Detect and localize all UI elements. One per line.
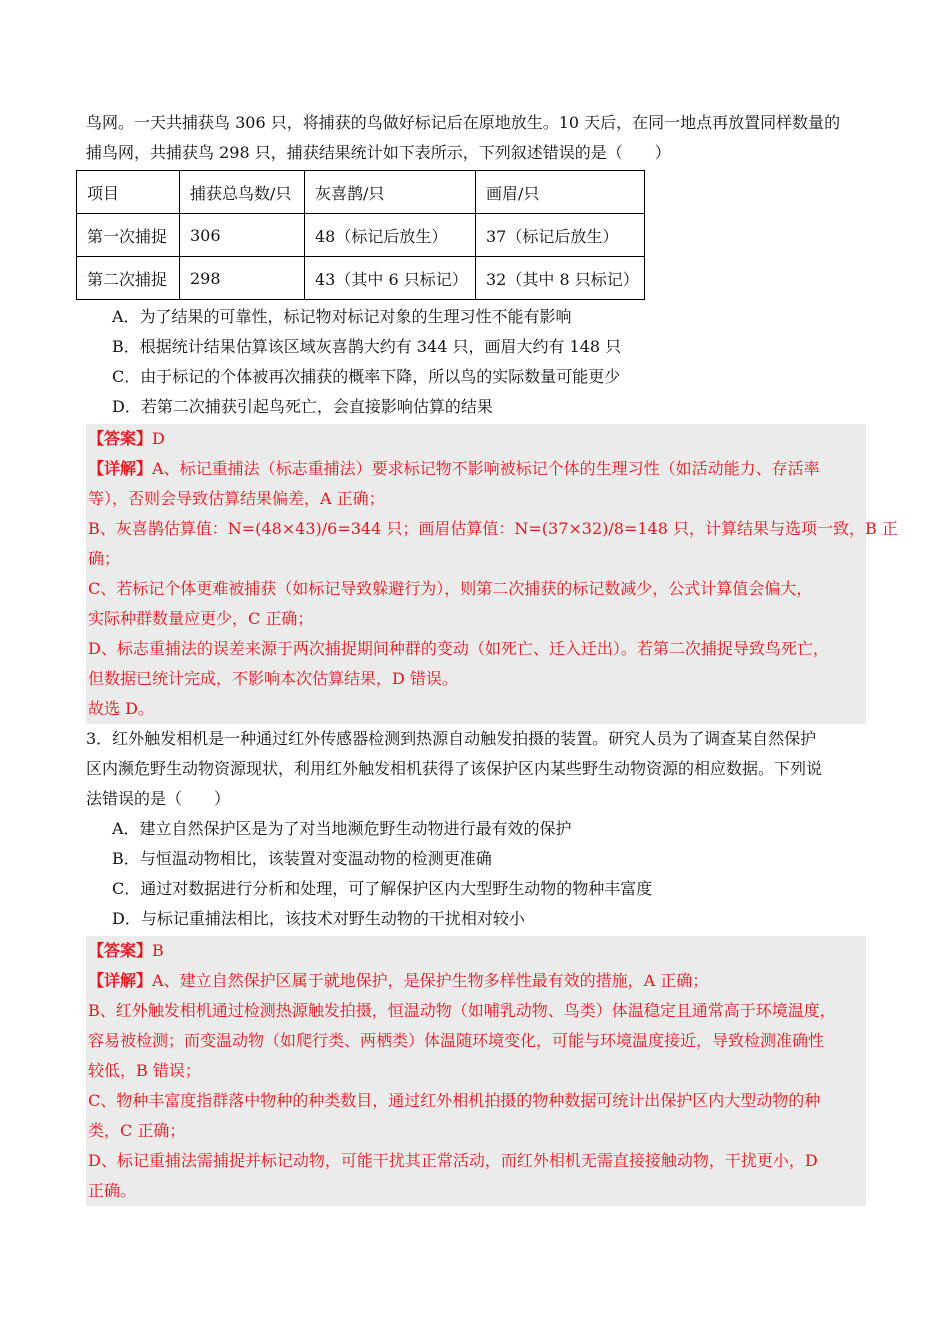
answer-value: B (152, 941, 164, 960)
detail-label: 【详解】 (88, 971, 153, 990)
q3-detail-line: C、物种丰富度指群落中物种的种类数目，通过红外相机拍摄的物种数据可统计出保护区内大型动物的种 (88, 1091, 821, 1110)
q2-detail-line: 确； (88, 549, 121, 568)
q2-detail-line: 但数据已统计完成，不影响本次估算结果，D 错误。 (88, 669, 458, 688)
capture-table (76, 170, 645, 300)
q3-answer-line (86, 936, 866, 966)
q2-detail-line: 等），否则会导致估算结果偏差，A 正确； (88, 489, 385, 508)
answer-label: 【答案】 (88, 941, 153, 960)
q3-stem-line-3: 法错误的是（ ） (86, 789, 231, 808)
detail-text: A、标记重捕法（标志重捕法）要求标记物不影响被标记个体的生理习性（如活动能力、存活率 (152, 459, 820, 478)
table-cell: 32（其中 8 只标记） (476, 257, 645, 300)
q3-stem-line-2: 区内濒危野生动物资源现状，利用红外触发相机获得了该保护区内某些野生动物资源的相应数据。下列说 (86, 759, 823, 778)
q3-detail-line (86, 966, 866, 996)
answer-value: D (152, 429, 165, 448)
q2-conclusion: 故选 D。 (88, 699, 154, 718)
table-header-cell: 画眉/只 (476, 171, 645, 214)
q2-answer-line (86, 424, 866, 454)
table-header-cell: 灰喜鹊/只 (305, 171, 476, 214)
q3-option-c: C．通过对数据进行分析和处理，可了解保护区内大型野生动物的物种丰富度 (112, 879, 653, 898)
document-page (86, 108, 898, 1206)
table-cell: 306 (180, 214, 305, 257)
detail-label: 【详解】 (88, 459, 153, 478)
q2-option-c: C．由于标记的个体被再次捕获的概率下降，所以鸟的实际数量可能更少 (112, 367, 621, 386)
q2-stem-line-2: 捕鸟网，共捕获鸟 298 只，捕获结果统计如下表所示，下列叙述错误的是（ ） (86, 143, 671, 162)
q2-detail-line: 实际种群数量应更少，C 正确； (88, 609, 314, 628)
table-cell: 第一次捕捉 (77, 214, 180, 257)
q3-detail-line: 类，C 正确； (88, 1121, 186, 1140)
q2-detail-line (86, 454, 866, 484)
q3-detail-line: 正确。 (88, 1181, 137, 1200)
q3-detail-line: B、红外触发相机通过检测热源触发拍摄，恒温动物（如哺乳动物、鸟类）体温稳定且通常高于环境温度， (88, 1001, 836, 1020)
q2-detail-line: D、标志重捕法的误差来源于两次捕捉期间种群的变动（如死亡、迁入迁出）。若第二次捕捉导致鸟死亡， (88, 639, 829, 658)
table-header-row (77, 171, 645, 214)
table-cell: 48（标记后放生） (305, 214, 476, 257)
q3-detail-line: 容易被检测；而变温动物（如爬行类、两栖类）体温随环境变化，可能与环境温度接近，导致检测准确性 (88, 1031, 825, 1050)
q2-detail-line: B、灰喜鹊估算值：N=(48×43)/6=344 只；画眉估算值：N=(37×32)/8=148 只，计算结果与选项一致，B 正 (88, 519, 898, 538)
q2-stem-line-1: 鸟网。一天共捕获鸟 306 只，将捕获的鸟做好标记后在原地放生。10 天后，在同一地点再放置同样数量的 (86, 113, 841, 132)
q3-option-d: D．与标记重捕法相比，该技术对野生动物的干扰相对较小 (112, 909, 525, 928)
table-cell: 298 (180, 257, 305, 300)
table-cell: 43（其中 6 只标记） (305, 257, 476, 300)
q2-option-b: B．根据统计结果估算该区域灰喜鹊大约有 344 只，画眉大约有 148 只 (112, 337, 622, 356)
q2-detail-line: C、若标记个体更难被捕获（如标记导致躲避行为），则第二次捕获的标记数减少，公式计算值会偏大， (88, 579, 813, 598)
q3-detail-line: 较低，B 错误； (88, 1061, 201, 1080)
table-header-cell: 项目 (77, 171, 180, 214)
q3-answer-box (86, 936, 866, 1206)
table-cell: 37（标记后放生） (476, 214, 645, 257)
table-row (77, 214, 645, 257)
detail-text: A、建立自然保护区属于就地保护，是保护生物多样性最有效的措施，A 正确； (152, 971, 709, 990)
q2-option-a: A．为了结果的可靠性，标记物对标记对象的生理习性不能有影响 (112, 307, 572, 326)
q2-answer-box (86, 424, 898, 724)
q2-option-d: D．若第二次捕获引起鸟死亡，会直接影响估算的结果 (112, 397, 493, 416)
q3-detail-line: D、标记重捕法需捕捉并标记动物，可能干扰其正常活动，而红外相机无需直接接触动物，干扰更小，D (88, 1151, 818, 1170)
q3-option-a: A．建立自然保护区是为了对当地濒危野生动物进行最有效的保护 (112, 819, 572, 838)
q3-option-b: B．与恒温动物相比，该装置对变温动物的检测更准确 (112, 849, 492, 868)
table-row (77, 257, 645, 300)
table-header-cell: 捕获总鸟数/只 (180, 171, 305, 214)
table-cell: 第二次捕捉 (77, 257, 180, 300)
answer-label: 【答案】 (88, 429, 153, 448)
q3-stem-line-1: 3．红外触发相机是一种通过红外传感器检测到热源自动触发拍摄的装置。研究人员为了调查某自然保护 (86, 729, 817, 748)
